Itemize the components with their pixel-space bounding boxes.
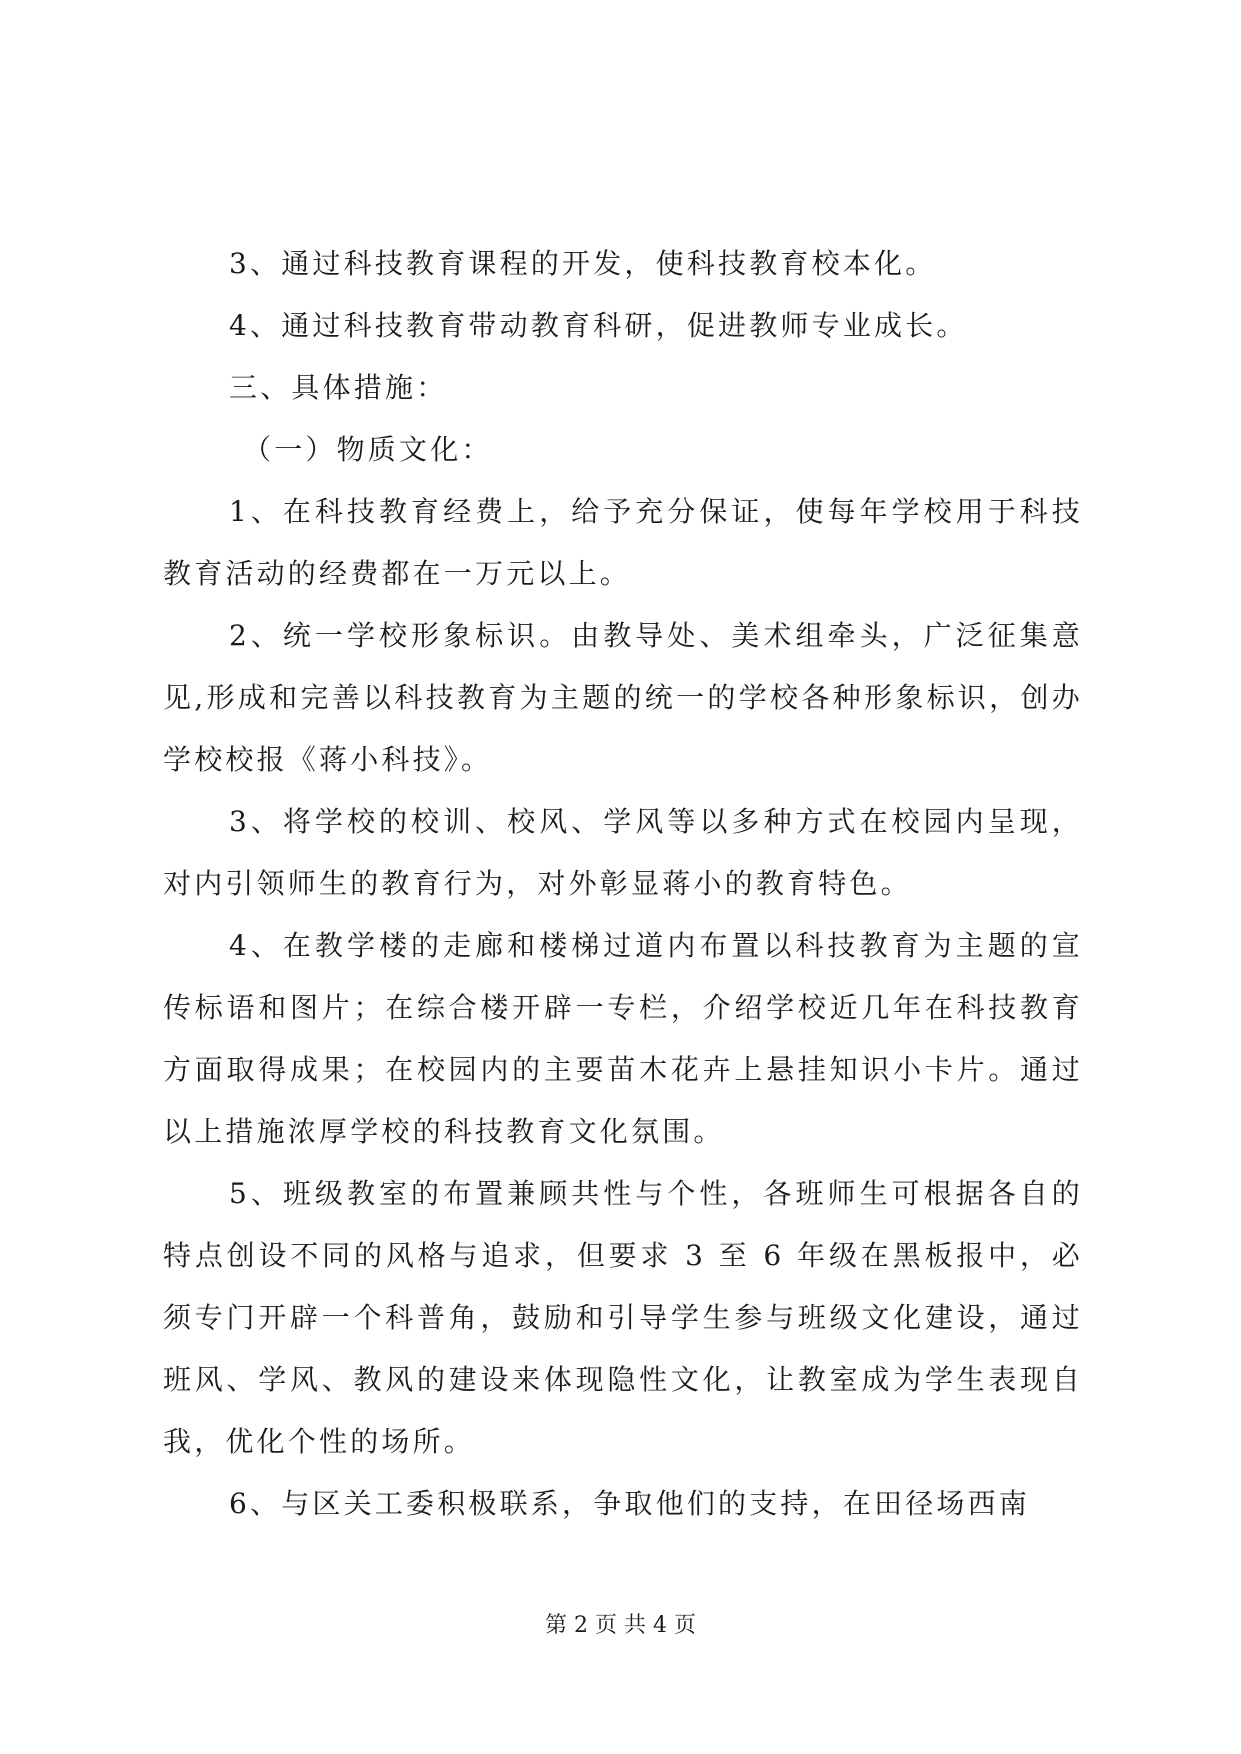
paragraph-measure-5: 5、班级教室的布置兼顾共性与个性，各班师生可根据各自的特点创设不同的风格与追求，但要求 3 至 6 年级在黑板报中，必须专门开辟一个科普角，鼓励和引导学生参与班级文化建设，通过班风、学风、教风的建设来体现隐性文化，让教室成为学生表现自我，优化个性的场所。 [163,1177,1083,1458]
paragraph-goal-3: 3、通过科技教育课程的开发，使科技教育校本化。 [229,247,937,280]
document-body [163,233,1083,1535]
paragraph-measure-4: 4、在教学楼的走廊和楼梯过道内布置以科技教育为主题的宣传标语和图片；在综合楼开辟一专栏，介绍学校近几年在科技教育方面取得成果；在校园内的主要苗木花卉上悬挂知识小卡片。通过以上措施浓厚学校的科技教育文化氛围。 [163,929,1083,1148]
subsection-heading-material-culture: （一）物质文化： [243,433,493,466]
page-number-footer: 第 2 页 共 4 页 [545,1613,696,1638]
paragraph-goal-4: 4、通过科技教育带动教育科研，促进教师专业成长。 [229,309,968,342]
section-heading-measures: 三、具体措施： [229,371,448,404]
paragraph-measure-3: 3、将学校的校训、校风、学风等以多种方式在校园内呈现，对内引领师生的教育行为，对外彰显蒋小的教育特色。 [163,805,1083,900]
paragraph-measure-1: 1、在科技教育经费上，给予充分保证，使每年学校用于科技教育活动的经费都在一万元以上。 [163,495,1083,590]
paragraph-measure-6: 6、与区关工委积极联系，争取他们的支持，在田径场西南 [229,1487,1031,1520]
paragraph-measure-2: 2、统一学校形象标识。由教导处、美术组牵头，广泛征集意见,形成和完善以科技教育为主题的统一的学校各种形象标识，创办学校校报《蒋小科技》。 [163,619,1083,776]
